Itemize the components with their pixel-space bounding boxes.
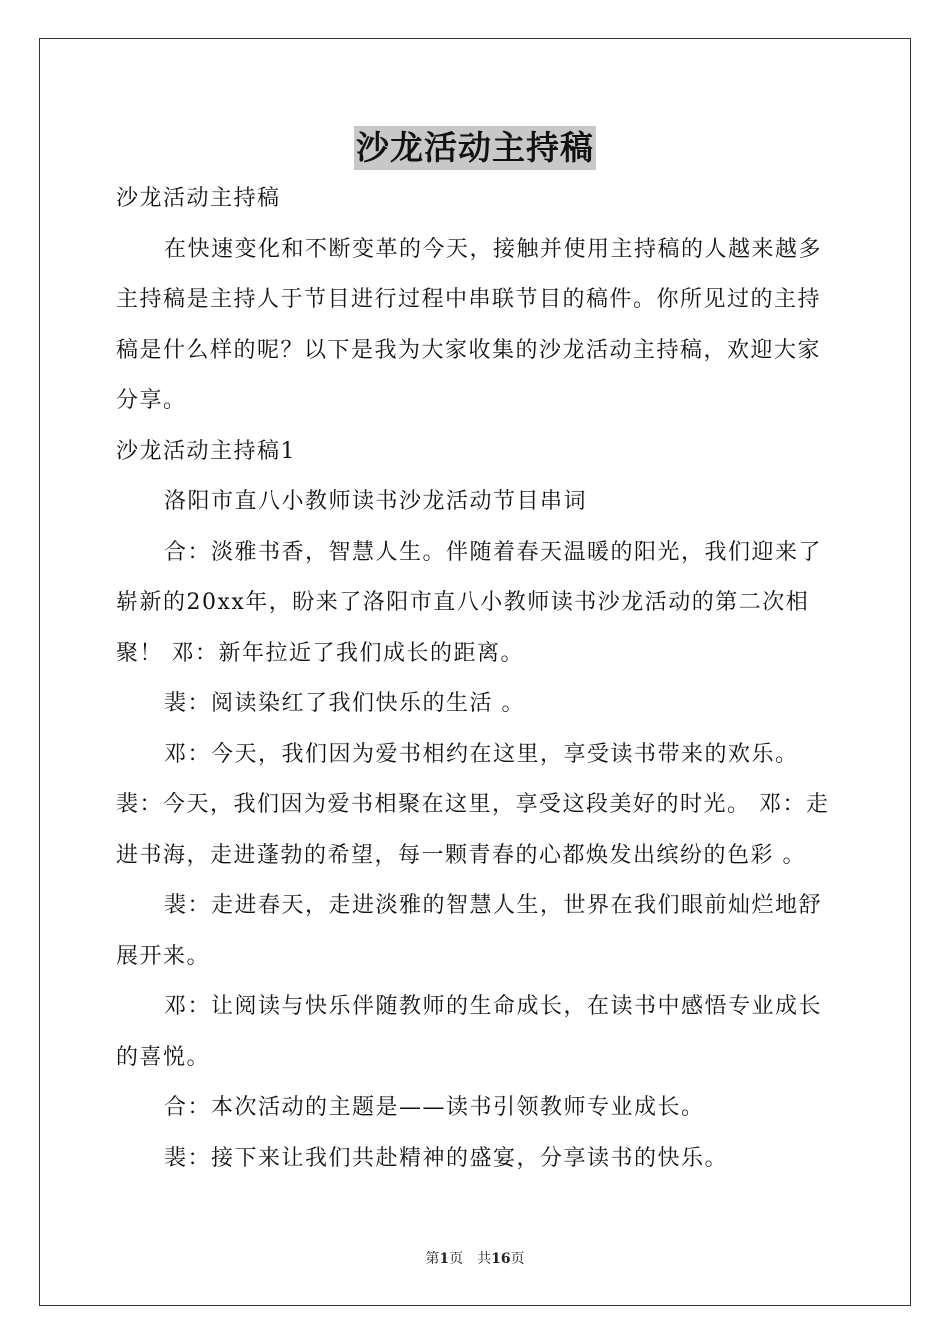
paragraph: 裴：走进春天，走进淡雅的智慧人生，世界在我们眼前灿烂地舒展开来。 (116, 893, 823, 969)
footer-prefix: 第 (425, 1251, 440, 1267)
paragraph: 合：淡雅书香，智慧人生。伴随着春天温暖的阳光，我们迎来了崭新的20xx年，盼来了洛阳市直八小教师读书沙龙活动的第二次相聚！ 邓：新年拉近了我们成长的距离。 (116, 539, 823, 666)
page-footer (0, 1248, 950, 1268)
footer-page-current: 1 (439, 1251, 450, 1267)
document-body (116, 174, 836, 1184)
paragraph: 邓：今天，我们因为爱书相约在这里，享受读书带来的欢乐。 裴：今天，我们因为爱书相聚在这里，享受这段美好的时光。 邓：走进书海，走进蓬勃的希望，每一颗青春的心都焕发出缤纷的色彩 。 (116, 741, 830, 868)
footer-page-total: 16 (491, 1251, 511, 1267)
paragraph: 裴：阅读染红了我们快乐的生活 。 (164, 691, 525, 716)
footer-suffix: 页 (510, 1251, 525, 1267)
document-title: 沙龙活动主持稿 (354, 126, 596, 170)
paragraph: 沙龙活动主持稿 (116, 186, 281, 211)
paragraph: 洛阳市直八小教师读书沙龙活动节目串词 (164, 489, 588, 514)
paragraph: 邓：让阅读与快乐伴随教师的生命成长，在读书中感悟专业成长的喜悦。 (116, 994, 823, 1070)
title-container (0, 126, 950, 170)
paragraph: 沙龙活动主持稿1 (116, 438, 296, 464)
paragraph: 合：本次活动的主题是——读书引领教师专业成长。 (164, 1095, 705, 1120)
footer-mid: 页 共 (449, 1251, 492, 1267)
paragraph: 在快速变化和不断变革的今天，接触并使用主持稿的人越来越多主持稿是主持人于节目进行过程中串联节目的稿件。你所见过的主持稿是什么样的呢？以下是我为大家收集的沙龙活动主持稿，欢迎大家分享。 (116, 236, 823, 413)
paragraph: 裴：接下来让我们共赴精神的盛宴，分享读书的快乐。 (164, 1145, 729, 1171)
